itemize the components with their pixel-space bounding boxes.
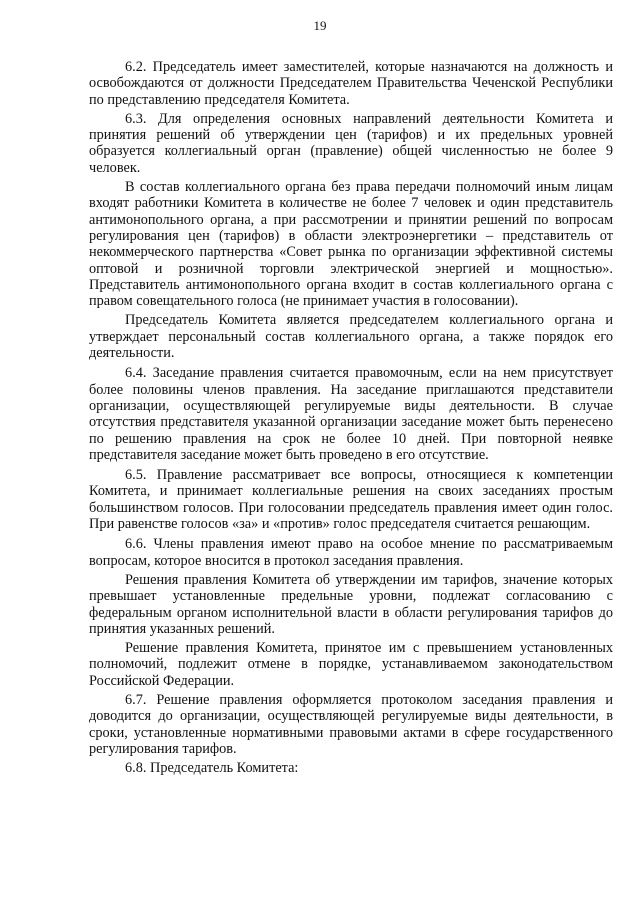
paragraph-6-8: 6.8. Председатель Комитета: <box>125 760 299 777</box>
paragraph-board-chairman: Председатель Комитета является председателем коллегиального органа и утверждает персональный состав коллегиального органа, а также порядок его деятельности. <box>89 312 613 362</box>
paragraph-6-2: 6.2. Председатель имеет заместителей, которые назначаются на должность и освобождаются от должности Председателем Правительства Чеченской Республики по представлению председателя Комитета. <box>89 59 613 108</box>
paragraph-6-5: 6.5. Правление рассматривает все вопросы, относящиеся к компетенции Комитета, и принимает коллегиальные решения на своих заседаниях простым большинством голосов. При голосовании председатель правления имеет один голос. При равенстве голосов «за» и «против» голос председателя считается решающим. <box>89 467 613 533</box>
paragraph-6-6: 6.6. Члены правления имеют право на особое мнение по рассматриваемым вопросам, которое вносится в протокол заседания правления. <box>89 536 613 569</box>
paragraph-6-4: 6.4. Заседание правления считается правомочным, если на нем присутствует более половины членов правления. На заседание приглашаются представители организации, осуществляющей регулируемые виды деятельности. В случае отсутствия представителя указанной организации заседание может быть перенесено по решению правления на срок не более 10 дней. При повторной неявке представителя заседание может быть проведено в его отсутствие. <box>89 365 613 463</box>
document-body <box>89 59 613 776</box>
paragraph-6-3: 6.3. Для определения основных направлений деятельности Комитета и принятия решений об утверждении цен (тарифов) и их предельных уровней образуется коллегиальный орган (правление) общей численностью не более 9 человек. <box>89 110 613 176</box>
page-number: 19 <box>313 18 327 33</box>
paragraph-decision-cancellation: Решение правления Комитета, принятое им с превышением установленных полномочий, подлежит отмене в порядке, устанавливаемом законодательством Российской Федерации. <box>89 640 613 689</box>
paragraph-board-composition: В состав коллегиального органа без права передачи полномочий иным лицам входят работники Комитета в количестве не более 7 человек и один представитель антимонопольного органа, а при рассмотрении и принятии решений по вопросам регулирования цен (тарифов) в области электроэнергетики – представитель от некоммерческого партнерства «Совет рынка по организации эффективной системы оптовой и розничной торговли электрической энергией и мощностью». Представитель антимонопольного органа входит в состав коллегиального органа с правом совещательного голоса (не принимает участия в голосовании). <box>89 179 613 310</box>
paragraph-tariff-approval: Решения правления Комитета об утверждении им тарифов, значение которых превышает установленные предельные уровни, подлежат согласованию с федеральным органом исполнительной власти в области регулирования тарифов до принятия указанных решений. <box>89 571 613 637</box>
paragraph-6-7: 6.7. Решение правления оформляется протоколом заседания правления и доводится до организации, осуществляющей регулируемые виды деятельности, в сроки, установленные нормативными правовыми актами в сфере государственного регулирования тарифов. <box>89 691 613 757</box>
